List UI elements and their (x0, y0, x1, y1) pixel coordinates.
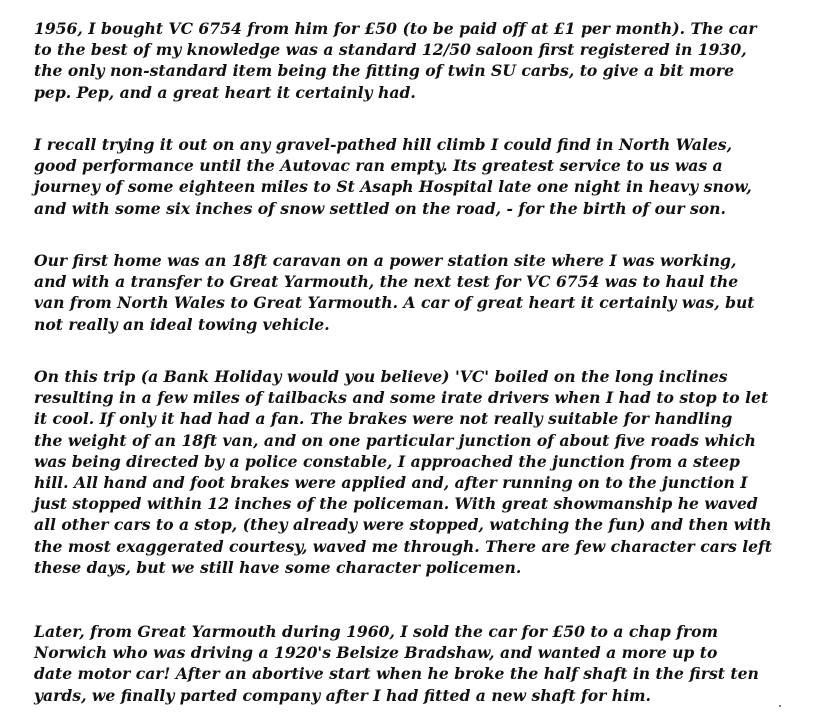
text-line: 1956, I bought VC 6754 from him for £50 (to be paid off at £1 per month). The car (34, 19, 757, 38)
text-line: the most exaggerated courtesy, waved me through. There are few character cars left (34, 536, 772, 556)
text-line: Norwich who was driving a 1920's Belsize Bradshaw, and wanted a more up to (34, 643, 718, 663)
text-line: to the best of my knowledge was a standard 12/50 saloon first registered in 1930, (34, 40, 747, 60)
text-line: journey of some eighteen miles to St Asaph Hospital late one night in heavy snow, (34, 177, 752, 197)
paragraph-bank-holiday-trip (34, 366, 772, 578)
text-line: was being directed by a police constable, I approached the junction from a steep (34, 451, 740, 471)
text-line: not really an ideal towing vehicle. (34, 314, 330, 334)
text-line: date motor car! After an abortive start when he broke the half shaft in the first ten (34, 664, 759, 684)
text-line: all other cars to a stop, (they already were stopped, watching the fun) and then with (34, 515, 772, 535)
paragraph-purchase (34, 18, 757, 103)
paragraph-sale (34, 621, 759, 706)
text-line: I recall trying it out on any gravel-pathed hill climb I could find in North Wales, (34, 135, 733, 154)
text-line: the only non-standard item being the fitting of twin SU carbs, to give a bit more (34, 61, 734, 81)
text-line: Our first home was an 18ft caravan on a power station site where I was working, (34, 251, 737, 270)
paragraph-caravan (34, 250, 755, 335)
text-line: van from North Wales to Great Yarmouth. A car of great heart it certainly was, but (34, 293, 755, 313)
text-line: good performance until the Autovac ran empty. Its greatest service to us was a (34, 156, 723, 176)
text-line: Later, from Great Yarmouth during 1960, I sold the car for £50 to a chap from (34, 622, 719, 641)
text-line: hill. All hand and foot brakes were applied and, after running on to the junction I (34, 473, 748, 493)
text-line: and with a transfer to Great Yarmouth, the next test for VC 6754 was to haul the (34, 272, 739, 292)
text-line: these days, but we still have some character policemen. (34, 557, 522, 577)
text-line: and with some six inches of snow settled on the road, - for the birth of our son. (34, 198, 726, 218)
text-line: the weight of an 18ft van, and on one particular junction of about five roads which (34, 430, 756, 450)
text-line: just stopped within 12 inches of the policeman. With great showmanship he waved (34, 494, 758, 514)
text-line: yards, we finally parted company after I had fitted a new shaft for him. (34, 685, 651, 705)
paragraph-hill-climb (34, 134, 752, 219)
text-line: resulting in a few miles of tailbacks and some irate drivers when I had to stop to let (34, 388, 769, 408)
text-line: On this trip (a Bank Holiday would you believe) 'VC' boiled on the long inclines (34, 367, 728, 386)
text-line: it cool. If only it had had a fan. The brakes were not really suitable for handling (34, 409, 733, 429)
scan-speck (779, 705, 781, 707)
text-line: pep. Pep, and a great heart it certainly had. (34, 82, 416, 102)
